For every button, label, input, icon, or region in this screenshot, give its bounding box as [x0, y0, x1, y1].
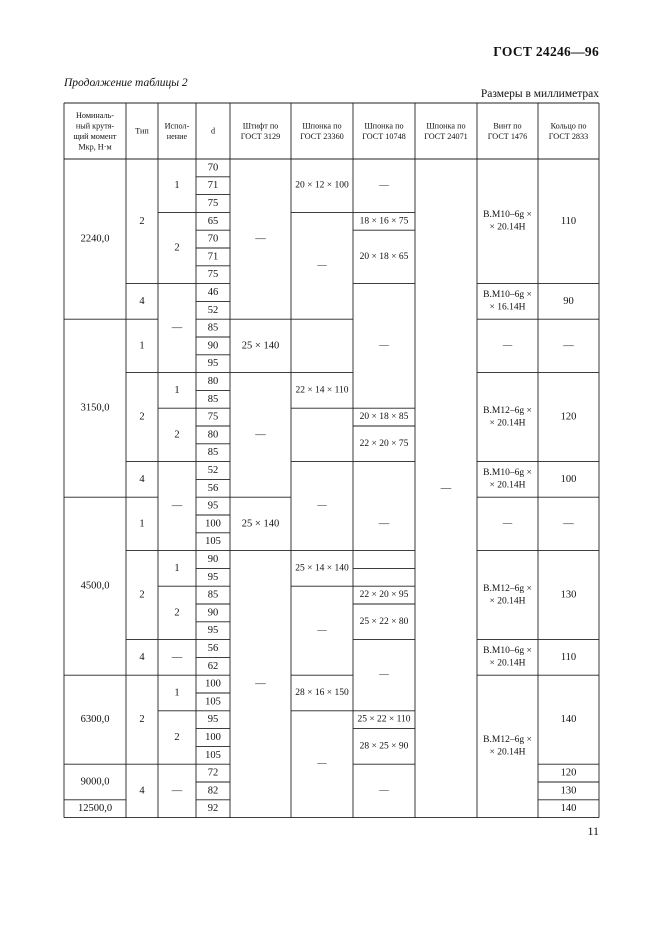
d-value-cell: 71 [207, 180, 219, 192]
screw-value-cell: В.М12–6g × [483, 583, 532, 594]
d-value-cell: 105 [205, 696, 221, 708]
column-header-key2: ГОСТ 10748 [362, 131, 406, 141]
version-value-cell: 2 [174, 732, 180, 743]
pin-value-cell: — [255, 429, 266, 441]
key-10748-value-cell: 28 × 25 × 90 [359, 741, 409, 752]
column-header-ring: ГОСТ 2833 [548, 131, 589, 141]
version-value-cell: 2 [174, 242, 180, 254]
screw-value-cell: В.М10–6g × [483, 210, 532, 221]
ring-value-cell: 130 [560, 785, 577, 797]
d-value-cell: 85 [207, 393, 219, 405]
ring-value-cell: 110 [560, 215, 577, 227]
type-value-cell: 2 [139, 589, 145, 601]
ring-value-cell: 140 [560, 714, 577, 726]
d-value-cell: 65 [207, 215, 219, 227]
d-value-cell: 85 [207, 447, 219, 459]
key-10748-value-cell: 20 × 18 × 85 [359, 412, 409, 423]
d-value-cell: 80 [207, 429, 219, 441]
d-value-cell: 95 [207, 500, 219, 512]
units-note: Размеры в миллиметрах [480, 88, 599, 100]
ring-value-cell: — [563, 518, 574, 530]
column-header-d: d [210, 126, 216, 136]
d-value-cell: 92 [207, 803, 219, 815]
key-10748-value-cell: — [379, 340, 389, 351]
screw-value-cell: — [502, 518, 513, 529]
type-value-cell: 4 [139, 785, 145, 797]
column-header-key2: Шпонка по [364, 121, 404, 131]
ring-value-cell: 120 [560, 767, 577, 779]
d-value-cell: 71 [207, 251, 219, 263]
key-10748-value-cell: — [379, 785, 389, 796]
version-value-cell: — [171, 322, 183, 334]
d-value-cell: 62 [207, 660, 219, 672]
key-10748-value-cell: — [379, 180, 389, 191]
column-header-version: Испол- [164, 121, 190, 131]
key-10748-value-cell: 22 × 20 × 95 [359, 590, 409, 601]
torque-value-cell: 9000,0 [80, 776, 110, 788]
column-header-torque: Mкр, Н·м [78, 142, 112, 152]
pin-value-cell: — [255, 678, 266, 690]
d-value-cell: 105 [205, 749, 221, 761]
pin-value-cell: — [255, 233, 266, 245]
type-value-cell: 2 [139, 411, 145, 423]
torque-value-cell: 12500,0 [77, 803, 113, 815]
d-value-cell: 72 [207, 767, 219, 779]
screw-value-cell: × 20.14Н [489, 658, 526, 669]
d-value-cell: 95 [207, 571, 219, 583]
column-header-torque: Номиналь- [75, 110, 115, 120]
ring-value-cell: 110 [560, 651, 577, 663]
screw-value-cell: × 20.14Н [489, 747, 526, 758]
d-value-cell: 75 [207, 198, 219, 209]
screw-value-cell: В.М12–6g × [483, 405, 532, 416]
type-value-cell: 1 [139, 518, 145, 530]
version-value-cell: — [171, 651, 183, 663]
column-header-torque: щий момент [73, 131, 117, 141]
key-10748-value-cell: 20 × 18 × 65 [359, 251, 409, 262]
page-number: 11 [587, 824, 599, 838]
screw-value-cell: В.М10–6g × [483, 290, 532, 301]
key-10748-value-cell: — [378, 518, 390, 530]
column-header-type: Тип [135, 126, 149, 136]
d-value-cell: 46 [207, 287, 219, 298]
key-10748-value-cell: 25 × 22 × 80 [359, 616, 409, 627]
version-value-cell: — [171, 500, 183, 512]
column-header-ring: Кольцо по [550, 121, 587, 131]
d-value-cell: 90 [207, 340, 219, 352]
d-value-cell: 105 [205, 536, 221, 548]
key-23360-value-cell: 20 × 12 × 100 [295, 180, 349, 191]
pin-value-cell: 25 × 140 [241, 340, 280, 352]
column-header-screw: ГОСТ 1476 [487, 131, 528, 141]
screw-value-cell: В.М10–6g × [483, 468, 532, 479]
torque-value-cell: 6300,0 [80, 714, 110, 726]
table-caption: Продолжение таблицы 2 [64, 77, 188, 89]
type-value-cell: 2 [139, 714, 145, 726]
key-23360-value-cell: — [317, 260, 327, 271]
screw-value-cell: — [502, 340, 513, 351]
d-value-cell: 70 [207, 233, 219, 245]
d-value-cell: 56 [207, 482, 219, 494]
screw-value-cell: В.М12–6g × [483, 735, 532, 746]
ring-value-cell: 100 [560, 473, 577, 485]
pin-value-cell: 25 × 140 [241, 518, 280, 530]
torque-value-cell: 2240,0 [80, 233, 110, 245]
column-header-version: нение [166, 131, 188, 141]
screw-value-cell: × 20.14Н [489, 480, 526, 491]
d-value-cell: 85 [207, 589, 219, 601]
screw-value-cell: × 20.14Н [489, 596, 526, 607]
ring-value-cell: 90 [563, 295, 574, 307]
key-23360-value-cell: — [317, 501, 327, 512]
column-header-torque: ный крутя- [75, 121, 115, 131]
column-header-key1: Шпонка по [302, 121, 342, 131]
ring-value-cell: 130 [560, 589, 577, 601]
d-value-cell: 100 [205, 518, 221, 530]
column-header-pin: Штифт по [242, 121, 279, 131]
d-value-cell: 56 [207, 643, 219, 654]
type-value-cell: 4 [139, 295, 145, 307]
torque-value-cell: 3150,0 [80, 402, 110, 414]
key-23360-value-cell: — [317, 625, 327, 636]
key-10748-value-cell: 22 × 20 × 75 [359, 438, 409, 449]
screw-value-cell: × 20.14Н [489, 418, 526, 429]
type-value-cell: 1 [139, 340, 145, 352]
key-10748-value-cell: 18 × 16 × 75 [359, 216, 409, 227]
torque-value-cell: 4500,0 [80, 580, 110, 592]
key-23360-value-cell: — [317, 759, 327, 770]
version-value-cell: 2 [174, 429, 180, 441]
d-value-cell: 90 [207, 607, 219, 619]
d-value-cell: 52 [207, 304, 219, 316]
key-24071-value-cell: — [440, 482, 452, 494]
type-value-cell: 4 [139, 473, 145, 485]
d-value-cell: 75 [207, 269, 219, 281]
d-value-cell: 70 [207, 162, 219, 174]
d-value-cell: 85 [207, 322, 219, 334]
version-value-cell: 1 [174, 180, 180, 192]
key-23360-value-cell: 28 × 16 × 150 [295, 688, 349, 698]
d-value-cell: 80 [207, 376, 219, 387]
d-value-cell: 100 [205, 678, 221, 690]
type-value-cell: 4 [139, 651, 145, 663]
column-header-key1: ГОСТ 23360 [300, 131, 344, 141]
d-value-cell: 95 [207, 714, 219, 726]
column-header-key3: ГОСТ 24071 [424, 131, 468, 141]
key-10748-value-cell: 25 × 22 × 110 [357, 714, 411, 725]
ring-value-cell: 120 [560, 411, 577, 423]
ring-value-cell: — [563, 340, 574, 352]
column-header-screw: Винт по [493, 121, 522, 131]
d-value-cell: 95 [207, 358, 219, 370]
d-value-cell: 75 [207, 411, 219, 423]
version-value-cell: 1 [174, 384, 180, 396]
screw-value-cell: В.М10–6g × [483, 646, 532, 657]
d-value-cell: 82 [207, 785, 219, 797]
key-10748-value-cell: — [379, 670, 389, 681]
d-value-cell: 90 [207, 554, 219, 565]
version-value-cell: — [171, 785, 183, 797]
type-value-cell: 2 [139, 215, 145, 227]
ring-value-cell: 140 [560, 803, 577, 815]
screw-value-cell: × 16.14Н [489, 302, 526, 313]
column-header-key3: Шпонка по [426, 121, 466, 131]
version-value-cell: 2 [174, 607, 180, 619]
key-23360-value-cell: 25 × 14 × 140 [295, 563, 349, 574]
key-23360-value-cell: 22 × 14 × 110 [295, 385, 349, 396]
d-value-cell: 52 [207, 465, 219, 476]
screw-value-cell: × 20.14Н [489, 222, 526, 233]
d-value-cell: 100 [205, 732, 221, 743]
column-header-pin: ГОСТ 3129 [240, 131, 281, 141]
version-value-cell: 1 [174, 562, 180, 574]
d-value-cell: 95 [207, 625, 219, 637]
version-value-cell: 1 [174, 687, 180, 699]
document-header: ГОСТ 24246—96 [493, 44, 599, 59]
